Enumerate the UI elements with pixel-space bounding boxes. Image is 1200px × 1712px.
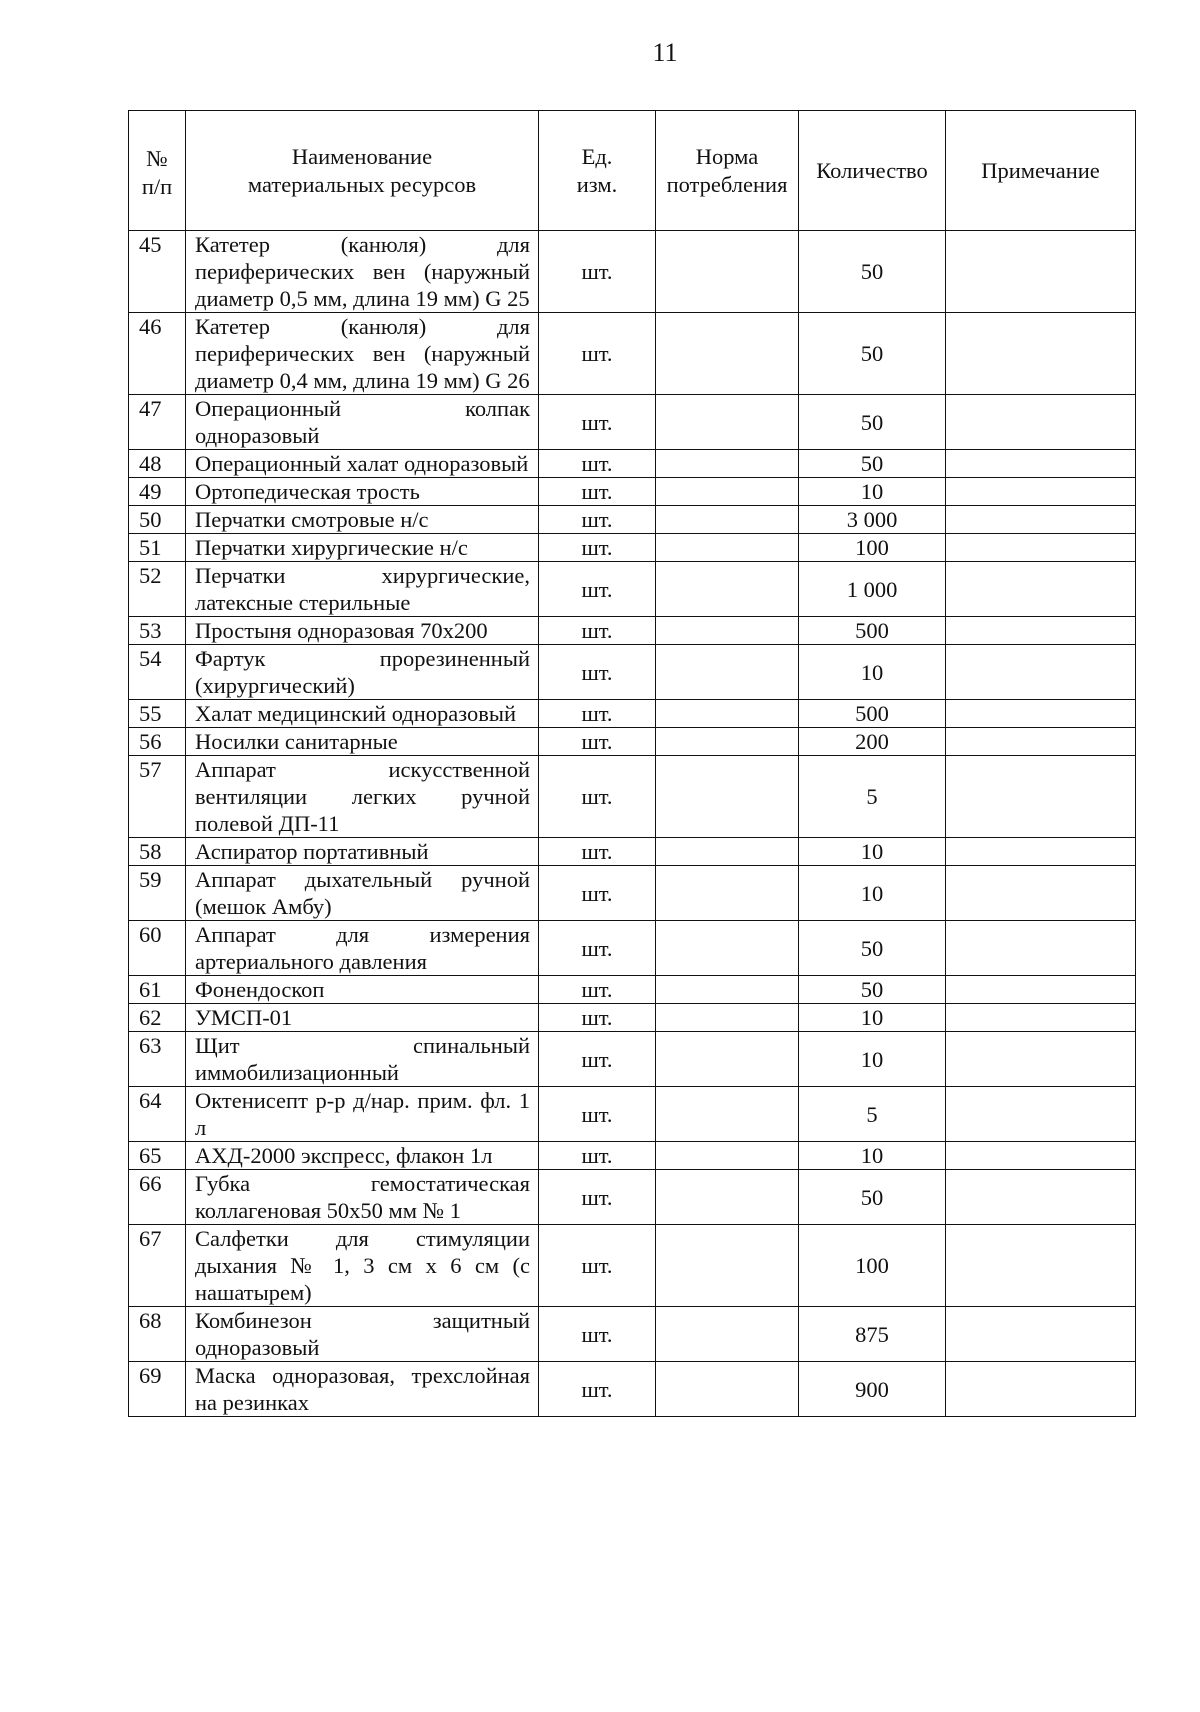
cell-unit: шт. — [539, 231, 656, 313]
cell-quantity: 50 — [799, 395, 946, 450]
header-name — [186, 111, 539, 231]
table-header — [129, 111, 1136, 231]
cell-quantity: 10 — [799, 1142, 946, 1170]
cell-unit: шт. — [539, 700, 656, 728]
cell-name: Аппарат дыхательный ручной (мешок Амбу) — [186, 866, 539, 921]
cell-name: Простыня одноразовая 70х200 — [186, 617, 539, 645]
cell-name: Комбинезон защитный одноразовый — [186, 1307, 539, 1362]
cell-norm — [656, 1225, 799, 1307]
cell-norm — [656, 450, 799, 478]
table-row — [129, 1170, 1136, 1225]
cell-quantity: 10 — [799, 1032, 946, 1087]
cell-note — [946, 450, 1136, 478]
header-norm — [656, 111, 799, 231]
cell-note — [946, 617, 1136, 645]
cell-note — [946, 645, 1136, 700]
cell-quantity: 50 — [799, 450, 946, 478]
cell-name: Катетер (канюля) для периферических вен (наружный диаметр 0,5 мм, длина 19 мм) G 25 — [186, 231, 539, 313]
cell-unit: шт. — [539, 478, 656, 506]
cell-number: 53 — [129, 617, 186, 645]
cell-quantity: 900 — [799, 1362, 946, 1417]
cell-norm — [656, 1307, 799, 1362]
cell-norm — [656, 562, 799, 617]
table-row — [129, 1307, 1136, 1362]
cell-note — [946, 395, 1136, 450]
cell-unit: шт. — [539, 562, 656, 617]
cell-quantity: 200 — [799, 728, 946, 756]
cell-name: Носилки санитарные — [186, 728, 539, 756]
cell-quantity: 100 — [799, 1225, 946, 1307]
cell-number: 58 — [129, 838, 186, 866]
table-row — [129, 562, 1136, 617]
cell-note — [946, 562, 1136, 617]
cell-norm — [656, 1170, 799, 1225]
cell-name: Перчатки смотровые н/с — [186, 506, 539, 534]
cell-number: 68 — [129, 1307, 186, 1362]
cell-name: Салфетки для стимуляции дыхания № 1, 3 см х 6 см (с нашатырем) — [186, 1225, 539, 1307]
cell-quantity: 500 — [799, 617, 946, 645]
header-row — [129, 111, 1136, 231]
cell-norm — [656, 231, 799, 313]
cell-norm — [656, 838, 799, 866]
cell-quantity: 10 — [799, 645, 946, 700]
header-name-line2: материальных ресурсов — [247, 171, 477, 197]
cell-number: 48 — [129, 450, 186, 478]
cell-note — [946, 728, 1136, 756]
cell-name: Халат медицинский одноразовый — [186, 700, 539, 728]
table-row — [129, 1004, 1136, 1032]
cell-name: Маска одноразовая, трехслойная на резинках — [186, 1362, 539, 1417]
cell-quantity: 10 — [799, 838, 946, 866]
cell-quantity: 50 — [799, 921, 946, 976]
cell-quantity: 5 — [799, 756, 946, 838]
cell-quantity: 3 000 — [799, 506, 946, 534]
header-number-line2: п/п — [141, 173, 173, 199]
cell-norm — [656, 921, 799, 976]
cell-note — [946, 506, 1136, 534]
cell-quantity: 10 — [799, 866, 946, 921]
cell-note — [946, 921, 1136, 976]
cell-name: Аспиратор портативный — [186, 838, 539, 866]
cell-note — [946, 1225, 1136, 1307]
cell-note — [946, 1087, 1136, 1142]
cell-unit: шт. — [539, 534, 656, 562]
cell-note — [946, 1307, 1136, 1362]
table-row — [129, 506, 1136, 534]
resources-table — [128, 110, 1136, 1417]
cell-name: Аппарат для измерения артериального давления — [186, 921, 539, 976]
cell-norm — [656, 1142, 799, 1170]
cell-number: 50 — [129, 506, 186, 534]
cell-number: 55 — [129, 700, 186, 728]
header-quantity: Количество — [799, 111, 946, 231]
cell-note — [946, 1004, 1136, 1032]
table-row — [129, 756, 1136, 838]
cell-norm — [656, 700, 799, 728]
cell-unit: шт. — [539, 645, 656, 700]
table-row — [129, 728, 1136, 756]
table-row — [129, 700, 1136, 728]
cell-unit: шт. — [539, 976, 656, 1004]
cell-norm — [656, 534, 799, 562]
cell-number: 61 — [129, 976, 186, 1004]
cell-norm — [656, 645, 799, 700]
cell-unit: шт. — [539, 1362, 656, 1417]
cell-unit: шт. — [539, 395, 656, 450]
cell-unit: шт. — [539, 1032, 656, 1087]
cell-quantity: 50 — [799, 231, 946, 313]
cell-name: Ортопедическая трость — [186, 478, 539, 506]
table-row — [129, 976, 1136, 1004]
cell-number: 66 — [129, 1170, 186, 1225]
cell-name: Операционный колпак одноразовый — [186, 395, 539, 450]
cell-unit: шт. — [539, 1307, 656, 1362]
cell-name: УМСП-01 — [186, 1004, 539, 1032]
cell-number: 65 — [129, 1142, 186, 1170]
table-row — [129, 645, 1136, 700]
cell-norm — [656, 1032, 799, 1087]
cell-norm — [656, 1362, 799, 1417]
cell-unit: шт. — [539, 756, 656, 838]
cell-unit: шт. — [539, 1087, 656, 1142]
cell-name: Губка гемостатическая коллагеновая 50х50 мм № 1 — [186, 1170, 539, 1225]
cell-norm — [656, 478, 799, 506]
cell-unit: шт. — [539, 313, 656, 395]
cell-norm — [656, 506, 799, 534]
cell-unit: шт. — [539, 838, 656, 866]
cell-number: 47 — [129, 395, 186, 450]
cell-name: Операционный халат одноразовый — [186, 450, 539, 478]
table-row — [129, 395, 1136, 450]
cell-name: АХД-2000 экспресс, флакон 1л — [186, 1142, 539, 1170]
page-number: 11 — [652, 38, 678, 67]
table-row — [129, 1225, 1136, 1307]
table-row — [129, 866, 1136, 921]
table-row — [129, 1142, 1136, 1170]
cell-norm — [656, 617, 799, 645]
cell-unit: шт. — [539, 1142, 656, 1170]
cell-number: 60 — [129, 921, 186, 976]
cell-norm — [656, 1004, 799, 1032]
table-row — [129, 617, 1136, 645]
table-body — [129, 231, 1136, 1417]
cell-quantity: 50 — [799, 1170, 946, 1225]
cell-norm — [656, 728, 799, 756]
cell-norm — [656, 313, 799, 395]
cell-norm — [656, 976, 799, 1004]
cell-unit: шт. — [539, 728, 656, 756]
cell-name: Щит спинальный иммобилизационный — [186, 1032, 539, 1087]
cell-note — [946, 478, 1136, 506]
table-row — [129, 921, 1136, 976]
cell-name: Октенисепт р-р д/нар. прим. фл. 1 л — [186, 1087, 539, 1142]
table-row — [129, 838, 1136, 866]
cell-note — [946, 231, 1136, 313]
cell-quantity: 100 — [799, 534, 946, 562]
cell-number: 45 — [129, 231, 186, 313]
cell-number: 49 — [129, 478, 186, 506]
cell-number: 67 — [129, 1225, 186, 1307]
cell-quantity: 5 — [799, 1087, 946, 1142]
cell-unit: шт. — [539, 617, 656, 645]
cell-number: 62 — [129, 1004, 186, 1032]
cell-name: Катетер (канюля) для периферических вен (наружный диаметр 0,4 мм, длина 19 мм) G 26 — [186, 313, 539, 395]
header-unit-line1: Ед. — [581, 143, 613, 169]
cell-number: 64 — [129, 1087, 186, 1142]
cell-note — [946, 1170, 1136, 1225]
cell-name: Перчатки хирургические н/с — [186, 534, 539, 562]
header-norm-line1: Норма — [695, 143, 759, 169]
cell-number: 59 — [129, 866, 186, 921]
cell-name: Фонендоскоп — [186, 976, 539, 1004]
cell-note — [946, 534, 1136, 562]
cell-unit: шт. — [539, 506, 656, 534]
cell-note — [946, 838, 1136, 866]
cell-quantity: 10 — [799, 1004, 946, 1032]
cell-norm — [656, 756, 799, 838]
cell-number: 46 — [129, 313, 186, 395]
table-row — [129, 1362, 1136, 1417]
cell-note — [946, 1362, 1136, 1417]
cell-unit: шт. — [539, 866, 656, 921]
cell-unit: шт. — [539, 1004, 656, 1032]
cell-quantity: 875 — [799, 1307, 946, 1362]
cell-number: 51 — [129, 534, 186, 562]
cell-norm — [656, 395, 799, 450]
table-row — [129, 1032, 1136, 1087]
cell-note — [946, 313, 1136, 395]
cell-quantity: 1 000 — [799, 562, 946, 617]
cell-number: 54 — [129, 645, 186, 700]
cell-name: Перчатки хирургические, латексные стерильные — [186, 562, 539, 617]
header-norm-line2: потребления — [666, 171, 788, 197]
table-row — [129, 1087, 1136, 1142]
cell-quantity: 50 — [799, 313, 946, 395]
table-row — [129, 231, 1136, 313]
cell-quantity: 500 — [799, 700, 946, 728]
cell-unit: шт. — [539, 450, 656, 478]
cell-number: 63 — [129, 1032, 186, 1087]
cell-name: Фартук прорезиненный (хирургический) — [186, 645, 539, 700]
header-number — [129, 111, 186, 231]
cell-note — [946, 1142, 1136, 1170]
cell-number: 69 — [129, 1362, 186, 1417]
table-row — [129, 534, 1136, 562]
cell-note — [946, 976, 1136, 1004]
cell-name: Аппарат искусственной вентиляции легких ручной полевой ДП-11 — [186, 756, 539, 838]
header-unit-line2: изм. — [576, 171, 618, 197]
cell-unit: шт. — [539, 1170, 656, 1225]
header-note: Примечание — [946, 111, 1136, 231]
cell-note — [946, 1032, 1136, 1087]
cell-norm — [656, 866, 799, 921]
cell-number: 56 — [129, 728, 186, 756]
table-row — [129, 313, 1136, 395]
cell-note — [946, 756, 1136, 838]
cell-quantity: 50 — [799, 976, 946, 1004]
header-name-line1: Наименование — [291, 143, 433, 169]
cell-unit: шт. — [539, 921, 656, 976]
cell-unit: шт. — [539, 1225, 656, 1307]
table-row — [129, 478, 1136, 506]
cell-note — [946, 866, 1136, 921]
cell-quantity: 10 — [799, 478, 946, 506]
table-row — [129, 450, 1136, 478]
cell-norm — [656, 1087, 799, 1142]
header-number-line1: № — [146, 145, 168, 171]
cell-number: 57 — [129, 756, 186, 838]
cell-note — [946, 700, 1136, 728]
header-unit — [539, 111, 656, 231]
cell-number: 52 — [129, 562, 186, 617]
